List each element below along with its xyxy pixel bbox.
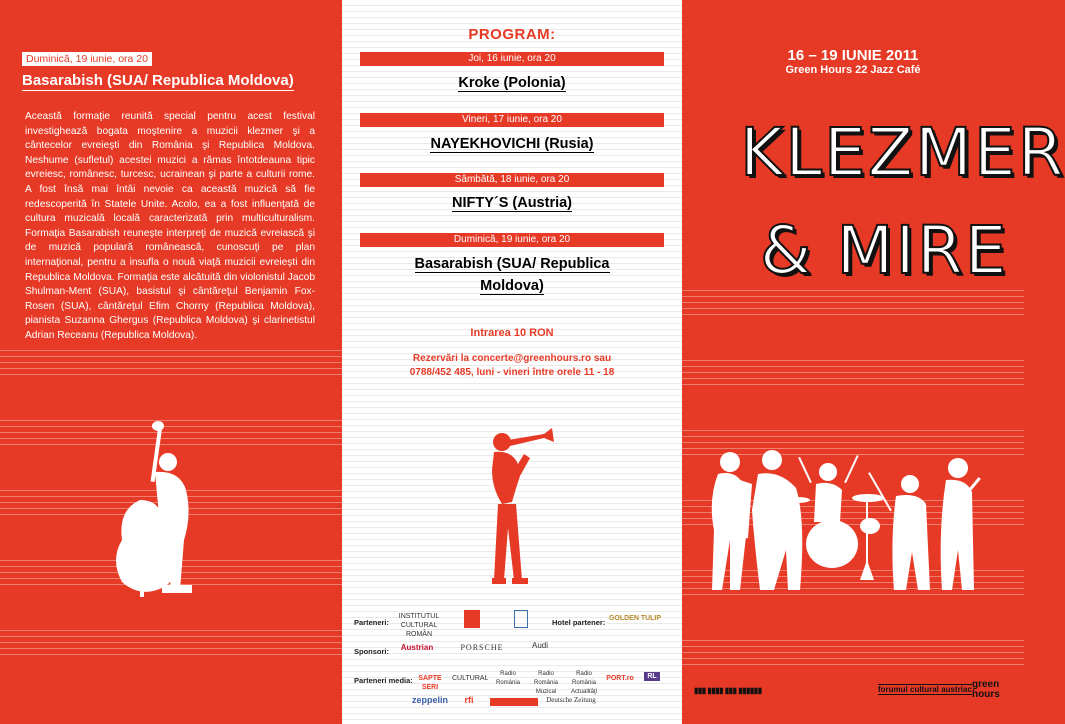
partner-logo-blue: [514, 610, 528, 628]
staff-line: [0, 368, 342, 369]
media-logo-red-bar: [490, 698, 538, 706]
left-event-date: Duminică, 19 iunie, ora 20: [22, 52, 152, 66]
event-4-name-line2: Moldova): [480, 278, 544, 294]
left-event-title: Basarabish (SUA/ Republica Moldova): [22, 72, 294, 89]
logo-radio-romania: Radio România: [495, 671, 520, 686]
double-bass-player-silhouette: [100, 420, 210, 600]
event-3-date: Sâmbătă, 18 iunie, ora 20: [360, 173, 664, 187]
event-2-name-text: NAYEKHOVICHI (Rusia): [430, 136, 594, 152]
staff-line: [682, 646, 1024, 647]
trumpet-player-silhouette: [472, 428, 562, 590]
left-panel: [0, 0, 342, 724]
festival-venue: Green Hours 22 Jazz Café: [785, 64, 921, 76]
staff-line: [682, 384, 1024, 385]
event-1-name: [342, 72, 682, 94]
event-1-name-text: Kroke (Polonia): [458, 75, 566, 91]
hotel-partner-label: Hotel partener:: [552, 618, 606, 627]
event-3-name: [342, 192, 682, 214]
logo-sapte-seri: SAPTE SERI: [418, 675, 442, 691]
partner-logo-red: [464, 610, 480, 628]
logo-radio-romania-actualitati: Radio România Actualităţi: [570, 671, 597, 695]
logo-institutul-cultural-roman: INSTITUTUL CULTURAL ROMÂN: [398, 613, 440, 638]
media-partners-label: Parteneri media:: [354, 676, 413, 685]
event-2-name: [342, 133, 682, 155]
logo-forumul-cultural-austriac: forumul cultural austriac: [878, 685, 972, 694]
festival-title-line-1: KLEZMER: [740, 114, 1065, 191]
logo-rfi: rfi: [464, 695, 474, 705]
logo-green-hours: green hours: [972, 679, 1000, 700]
program-title: PROGRAM:: [468, 26, 556, 43]
staff-line: [682, 378, 1024, 379]
event-3-name-text: NIFTY´S (Austria): [451, 195, 573, 211]
klezmer-band-silhouette: [700, 440, 1010, 600]
reservation-line-1: Rezervări la concerte@greenhours.ro sau: [412, 353, 612, 364]
staff-line: [0, 654, 342, 655]
festival-dates: 16 – 19 IUNIE 2011: [787, 47, 919, 64]
logo-port-ro: PORT.ro: [606, 675, 634, 682]
staff-line: [0, 356, 342, 357]
staff-line: [0, 350, 342, 351]
staff-line: [682, 640, 1024, 641]
staff-line: [682, 308, 1024, 309]
staff-line: [682, 302, 1024, 303]
staff-line: [682, 296, 1024, 297]
partners-label: Parteneri:: [354, 618, 390, 627]
staff-line: [682, 366, 1024, 367]
staff-line: [682, 290, 1024, 291]
logo-cultural: CULTURAL: [452, 675, 489, 682]
event-4-date: Duminică, 19 iunie, ora 20: [360, 233, 664, 247]
event-4-name: [342, 253, 682, 297]
staff-line: [682, 658, 1024, 659]
staff-line: [0, 374, 342, 375]
staff-line: [0, 648, 342, 649]
staff-line: [682, 652, 1024, 653]
entry-price: Intrarea 10 RON: [470, 327, 554, 339]
footer-decorative-logo: ▮▮▮ ▮▮▮▮ ▮▮▮ ▮▮▮▮▮▮: [694, 686, 762, 695]
festival-title-line-2: & MIRE: [760, 212, 1009, 289]
reservation-line-2: 0788/452 485, luni - vineri între orele 11 - 18: [409, 367, 615, 378]
logo-audi: Audi: [531, 641, 548, 650]
right-panel: [682, 0, 1065, 724]
logo-golden-tulip: GOLDEN TULIP: [608, 615, 662, 622]
left-event-description: Această formaţie reunită special pentru acest festival investighează bogata moştenire a muzicii klezmer şi a cântecelor evreieşti din România şi Republica Moldova. Neshume (sufletul) acestei muzici a rămas întotdeauna tipic evreiesc, românesc, turcesc, ucrainean şi parte a culturii rome. A fost însă mai întâi nevoie ca această muzică să fie redescoperită în Statele Unite. Acolo, ea a fost influenţată de cultura muzicală locală caracterizată prin multiculturalism. Formaţia Basarabish reuneşte interpreţi de muzică evreiască şi de muzică populară românească, cunoscuţi pe plan internaţional, pentru a insufla o nouă viaţă muzicii evreieşti din Republica Moldova. Formaţia este alcătuită din violonistul Jacob Shulman-Ment (SUA), basistul şi cântăreţul Benjamin Fox-Rosen (SUA), cântăreţul Efim Chorny (Republica Moldova), pianista Suzanna Ghergus (Republica Moldova) şi clarinetistul Adrian Receanu (Republica Moldova).: [25, 111, 315, 341]
sponsors-label: Sponsori:: [354, 647, 389, 656]
event-2-date: Vineri, 17 iunie, ora 20: [360, 113, 664, 127]
logo-zeppelin: zeppelin: [411, 695, 448, 705]
logo-rl: RL: [644, 672, 660, 681]
event-4-name-line1: Basarabish (SUA/ Republica: [414, 256, 610, 272]
logo-deutsche-zeitung: Deutsche Zeitung: [546, 696, 596, 704]
staff-line: [682, 664, 1024, 665]
logo-austrian: Austrian: [400, 643, 434, 652]
staff-line: [682, 436, 1024, 437]
staff-line: [682, 372, 1024, 373]
staff-line: [682, 430, 1024, 431]
staff-line: [682, 314, 1024, 315]
staff-line: [682, 360, 1024, 361]
staff-line: [0, 630, 342, 631]
middle-panel: [342, 0, 682, 724]
staff-line: [0, 636, 342, 637]
staff-line: [0, 642, 342, 643]
logo-porsche: PORSCHE: [460, 643, 504, 652]
event-1-date: Joi, 16 iunie, ora 20: [360, 52, 664, 66]
logo-radio-romania-muzical: Radio România Muzical: [533, 671, 558, 695]
staff-line: [0, 362, 342, 363]
